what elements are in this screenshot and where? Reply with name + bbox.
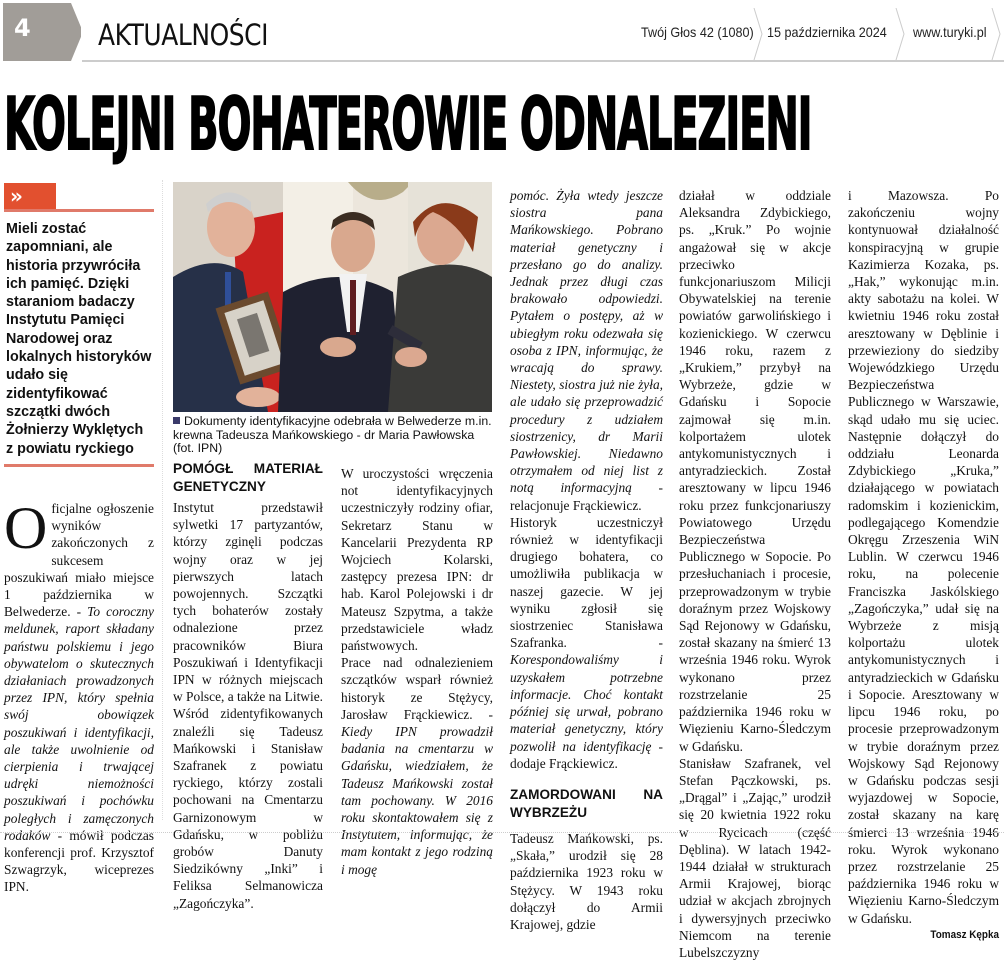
article-column-3: [341, 465, 493, 878]
caption-bullet-icon: [173, 417, 180, 424]
divider-chevron-icon: [752, 8, 764, 60]
lead-box: [4, 183, 154, 467]
article-column-6: [848, 187, 999, 944]
article-column-2: [173, 460, 323, 912]
article-column-4: [510, 187, 663, 933]
author-byline: Tomasz Kępka: [930, 928, 999, 941]
header-rule: [82, 60, 1004, 62]
page-header: [0, 0, 1004, 62]
photo-caption: [173, 415, 498, 456]
drop-cap: O: [4, 495, 48, 561]
ceremony-photo-illustration: [173, 182, 492, 412]
paragraph: działał w oddziale Aleksandra Zdybickiego, ps. „Kruk.” Po wojnie angażował się w akcje przeciwko funkcjonariuszom Milicji Obywatelskiej na terenie powiatów garwolińskiego i kozienickiego. W czerwcu 1946 roku, razem z „Krukiem,” przybył na Wybrzeże, gdzie w Gdańsku i Sopocie zajmował się m.in. kolportażem ulotek antykomunistycznych i antyradzieckich. Został aresztowany w lipcu 1946 roku przez funkcjonariuszy Powiatowego Urzędu Bezpieczeństwa Publicznego w Sopocie. Po przesłuchaniach i procesie, przeprowadzonym w trybie doraźnym przez Wojskowy Sąd Rejonowy w Gdańsku, został skazany na śmierć 13 września 1946 roku. Wyrok wykonano przez rozstrzelanie 25 października 1946 roku w Więzieniu Karno-Śledczym w Gdańsku.: [679, 188, 831, 754]
column-divider: [162, 180, 164, 820]
divider-chevron-icon: [894, 8, 906, 60]
article-column-5: [679, 187, 831, 961]
subheading: POMÓGŁ MATERIAŁ GENETYCZNY: [173, 461, 323, 494]
paragraph: mówił podczas konferencji prof. Krzysztof Szwagrzyk, wiceprezes IPN.: [4, 827, 154, 895]
headline: KOLEJNI BOHATEROWIE ODNALEZIENI: [4, 82, 812, 166]
quote: pomóc. Żyła wtedy jeszcze siostra pana Mańkowskiego. Pobrano materiał genetyczny i przesłano go do analizy. Jednak przez długi czas brakowało odpowiedzi. Pytałem o postępy, aż w ubiegłym roku odezwała się osoba z IPN, informując, że wracają do sprawy. Niestety, siostra już nie żyła, ale udało się przeprowadzić procedury z udziałem siostrzenicy, dr Marii Pawłowskiej. Niedawno otrzymałem od niej list z notą informacyjną: [510, 188, 663, 496]
paragraph: W uroczystości wręczenia not identyfikacyjnych uczestniczyły rodziny ofiar, Sekretarz Stanu w Kancelarii Prezydenta RP Wojciech Kolarski, zastępcy prezesa IPN: dr hab. Karol Polejowski i dr Mateusz Szpytma, a także przedstawiciele władz państwowych.: [341, 466, 493, 654]
lead-rule-top: [4, 209, 154, 212]
paragraph: Instytut przedstawił sylwetki 17 partyzantów, którzy zginęli podczas wojny oraz w jej pierwszych latach powojennych. Szczątki tych bohaterów zostały odnalezione przez pracowników Biura Poszukiwań i Identyfikacji IPN w różnych miejscach w Polsce, a także na Litwie. Wśród zidentyfikowanych znaleźli się Tadeusz Mańkowski i Stanisław Szafranek z powiatu ryckiego, którzy zostali pochowani na Cmentarzu Garnizonowym w Gdańsku, w pobliżu grobów Danuty Siedzikówny „Inki” i Feliksa Selmanowicza „Zagończyka”.: [173, 500, 323, 911]
article-column-1: [4, 495, 154, 896]
page-bottom-rule: [0, 832, 1004, 833]
divider-chevron-icon: [990, 8, 1002, 60]
paragraph: Tadeusz Mańkowski, ps. „Skała,” urodził się 28 października 1923 roku w Stężycy. W 1943 roku dołączył do Armii Krajowej, gdzie: [510, 830, 663, 932]
website-link[interactable]: www.turyki.pl: [913, 24, 987, 40]
caption-text: Dokumenty identyfikacyjne odebrała w Belwederze m.in. krewna Tadeusza Mańkowskiego - dr Maria Pawłowska (fot. IPN): [173, 414, 492, 455]
article-photo: [173, 182, 492, 412]
paragraph: Stanisław Szafranek, vel Stefan Pączkowski, ps. „Drągal” i „Zając,” urodził się 20 kwietnia 1922 roku w Rycicach (część Dęblina). W latach 1942-1944 działał w strukturach Armii Krajowej, biorąc udział w akcjach zbrojnych i dywersyjnych przeciwko Niemcom na terenie Lubelszczyzny: [679, 755, 831, 960]
issue-date: 15 października 2024: [767, 24, 887, 40]
page-number: 4: [14, 14, 31, 42]
paragraph: ficjalne ogłoszenie wyników zakończonych z sukcesem poszukiwań miało miejsce 1 października w Belwederze.: [4, 501, 154, 620]
quote: - Korespondowaliśmy i uzyskałem potrzebne informacje. Choć kontakt później się urwał, pobrano materiał genetyczny, który pozwolił na identyfikację -: [510, 635, 663, 754]
section-title: AKTUALNOŚCI: [98, 18, 269, 52]
quote: - Kiedy IPN prowadził badania na cmentarzu w Gdańsku, wiedziałem, że Tadeusz Mańkowski został tam pochowany. W 2016 roku skontaktowałem się z Instytutem, informując, że mam kontakt z jego rodziną i mogę: [341, 706, 493, 877]
subheading: ZAMORDOWANI NA WYBRZEŻU: [510, 786, 663, 820]
paragraph: - relacjonuje Frąckiewicz.: [510, 480, 663, 513]
double-chevron-right-icon: »: [4, 183, 56, 209]
lead-rule-bottom: [4, 464, 154, 467]
issue-number: Twój Głos 42 (1080): [641, 24, 754, 40]
paragraph: i Mazowsza. Po zakończeniu wojny kontynuował działalność konspiracyjną w grupie Kazimierza Kozaka, ps. „Hak,” wykonując m.in. akty sabotażu na kolei. W kwietniu 1946 roku został aresztowany w Dęblinie i przewieziony do siedziby Wojewódzkiego Urzędu Bezpieczeństwa Publicznego w Warszawie, skąd udało mu się uciec. Następnie dołączył do oddziału Leonarda Zdybickiego „Kruka,” działającego w powiatach radomskim i kozienickim, podlegającego Komendzie Okręgu Zrzeszenia WiN Lublin. W czerwcu 1946 roku, na polecenie Franciszka Jaskólskiego „Zagończyka,” udał się na Wybrzeże z misją kolportażu ulotek antykomunistycznych i antyradzieckich w Gdańsku i Sopocie. Aresztowany w lipcu 1946 roku, po procesie przeprowadzonym w trybie doraźnym przez Wojskowy Sąd Rejonowy w Gdańsku podczas sesji wyjazdowej w Sopocie, został skazany na karę śmierci 13 września 1946 roku. Wyrok wykonano przez rozstrzelanie 25 października 1946 roku w Więzieniu Karno-Śledczym w Gdańsku.: [848, 188, 999, 926]
paragraph: Historyk uczestniczył również w identyfikacji drugiego bohatera, co umożliwiła publikacja w naszej gazecie. W jej wyniku zgłosił się siostrzeniec Stanisława Szafranka.: [510, 514, 663, 651]
paragraph: Prace nad odnalezieniem szczątków wsparł również historyk ze Stężycy, Jarosław Frąckiewicz.: [341, 655, 493, 722]
quote: - To coroczny meldunek, raport składany państwu polskiemu i jego obywatelom o skutecznych działaniach prowadzonych przez IPN, który spełnia swój obowiązek poszukiwań i identyfikacji, ale także uwolnienie od cierpienia i trwającej udręki niemożności poszukiwań i pochówku poległych i zamęczonych rodaków -: [4, 604, 154, 843]
paragraph: dodaje Frąckiewicz.: [510, 755, 618, 771]
lead-text: Mieli zostać zapomniani, ale historia przywróciła ich pamięć. Dzięki staraniom badaczy Instytutu Pamięci Narodowej oraz lokalnych historyków udało się zidentyfikować szczątki dwóch Żołnierzy Wyklętych z powiatu ryckiego: [6, 221, 152, 457]
